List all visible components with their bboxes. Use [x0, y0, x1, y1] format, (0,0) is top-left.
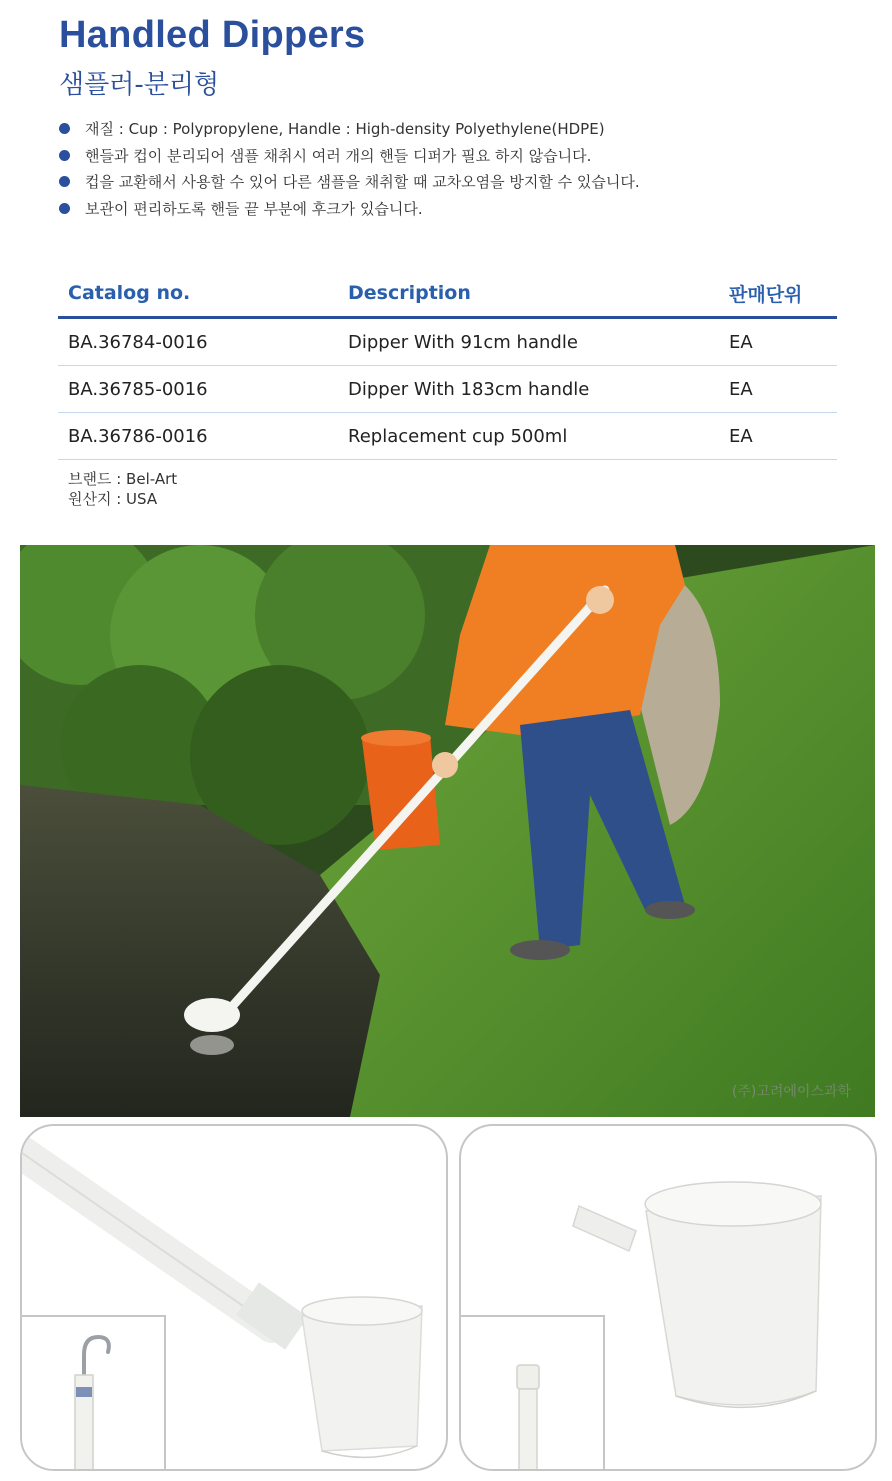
handle-tip-inset [459, 1315, 605, 1471]
sales-unit: EA [719, 318, 837, 366]
sales-unit: EA [719, 413, 837, 460]
field-sampling-illustration [20, 545, 875, 1117]
catalog-number: BA.36786-0016 [58, 413, 338, 460]
column-header-catalog: Catalog no. [58, 270, 338, 318]
bullet-dot-icon [59, 150, 70, 161]
description: Replacement cup 500ml [338, 413, 719, 460]
description: Dipper With 183cm handle [338, 366, 719, 413]
page-subtitle: 샘플러-분리형 [59, 70, 220, 100]
dipper-detail-image [20, 1124, 448, 1471]
origin-text: 원산지 : USA [68, 490, 158, 508]
brand-text: 브랜드 : Bel-Art [68, 470, 178, 488]
feature-item: 핸들과 컵이 분리되어 샘플 채취시 여러 개의 핸들 디퍼가 필요 하지 않습니다. [59, 145, 640, 172]
hook-icon [20, 1317, 164, 1471]
product-use-photo [20, 545, 875, 1117]
watermark-text: (주)고려에이스과학 [731, 1084, 851, 1100]
table-header-row [58, 270, 837, 318]
column-header-unit: 판매단위 [719, 270, 837, 318]
cup-detail-image [459, 1124, 877, 1471]
table-row [58, 413, 837, 460]
handle-tip-icon [459, 1317, 603, 1471]
description: Dipper With 91cm handle [338, 318, 719, 366]
bullet-dot-icon [59, 176, 70, 187]
bullet-dot-icon [59, 203, 70, 214]
sales-unit: EA [719, 366, 837, 413]
table-row [58, 366, 837, 413]
feature-item: 재질 : Cup : Polypropylene, Handle : High-density Polyethylene(HDPE) [59, 118, 640, 145]
column-header-description: Description [338, 270, 719, 318]
feature-item: 컵을 교환해서 사용할 수 있어 다른 샘플을 채취할 때 교차오염을 방지할 수 있습니다. [59, 171, 640, 198]
table-row [58, 318, 837, 366]
feature-item: 보관이 편리하도록 핸들 끝 부분에 후크가 있습니다. [59, 198, 640, 225]
product-meta [68, 469, 177, 509]
handle-hook-inset [20, 1315, 166, 1471]
catalog-number: BA.36785-0016 [58, 366, 338, 413]
bullet-dot-icon [59, 123, 70, 134]
feature-list [59, 118, 640, 224]
catalog-number: BA.36784-0016 [58, 318, 338, 366]
page-title: Handled Dippers [59, 14, 366, 56]
catalog-table [58, 270, 837, 460]
